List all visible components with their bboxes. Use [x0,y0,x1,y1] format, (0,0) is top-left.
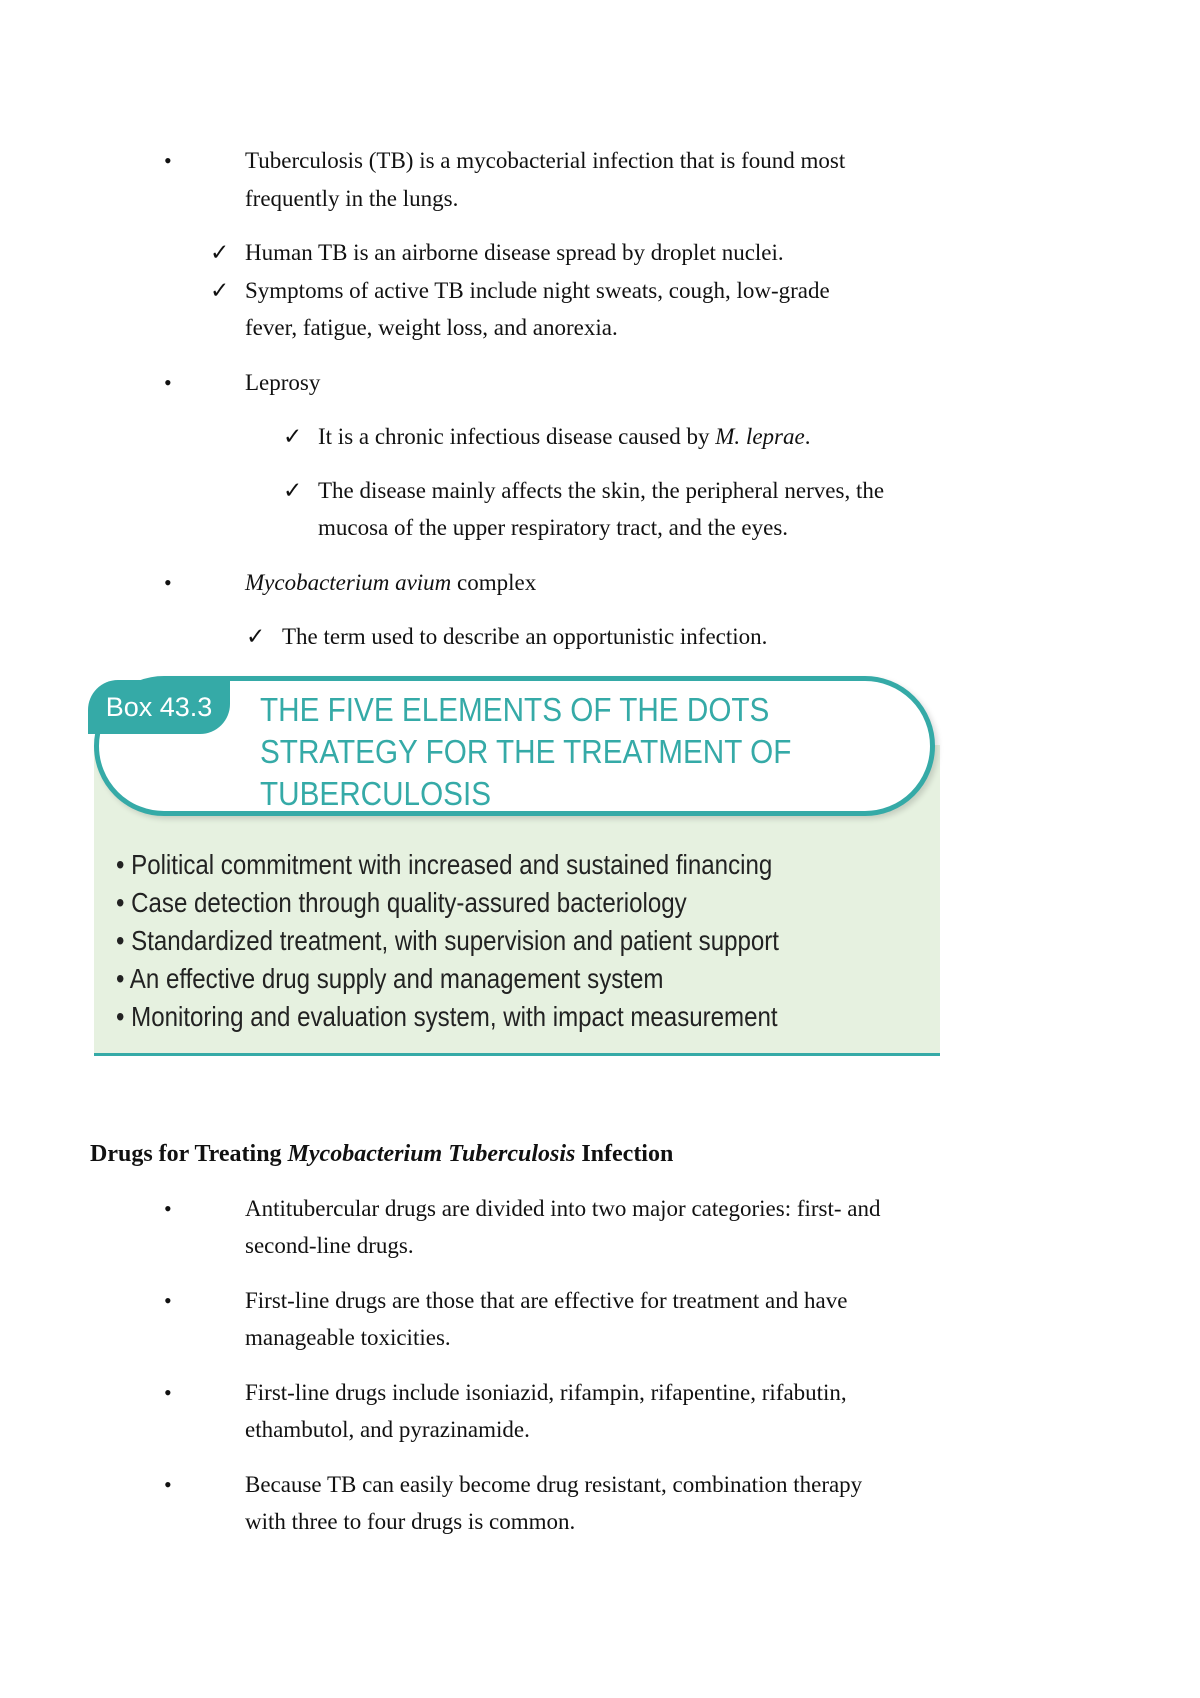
check-icon: ✓ [210,240,230,265]
drugs-section-heading: Drugs for Treating Mycobacterium Tuberculosis Infection [90,1141,674,1167]
check-icon: ✓ [210,278,230,303]
check-icon: ✓ [246,624,266,649]
box-item: • An effective drug supply and management system [116,963,664,994]
check-icon: ✓ [283,478,303,503]
bullet-marker: • [164,370,172,395]
box-title-line-1: THE FIVE ELEMENTS OF THE DOTS [260,691,770,728]
bullet-marker: • [164,1196,172,1221]
mac-heading: Mycobacterium avium complex [245,570,537,595]
tb-definition-line-1: Tuberculosis (TB) is a mycobacterial infection that is found most [245,148,846,173]
tb-symptoms-line-1: Symptoms of active TB include night sweats, cough, low-grade [245,278,830,303]
tb-definition-line-2: frequently in the lungs. [245,186,459,211]
box-item: • Monitoring and evaluation system, with impact measurement [116,1001,778,1032]
box-tag: Box 43.3 [88,680,230,734]
box-item: • Standardized treatment, with supervision and patient support [116,925,780,956]
drugs-bullet-2-line-2: manageable toxicities. [245,1325,451,1350]
box-item: • Case detection through quality-assured bacteriology [116,887,687,918]
drugs-bullet-1-line-2: second-line drugs. [245,1233,414,1258]
drugs-bullet-4-line-1: Because TB can easily become drug resistant, combination therapy [245,1472,863,1497]
tb-symptoms-line-2: fever, fatigue, weight loss, and anorexia. [245,315,618,340]
drugs-bullet-3-line-1: First-line drugs include isoniazid, rifampin, rifapentine, rifabutin, [245,1380,847,1405]
leprosy-cause-line: It is a chronic infectious disease caused by M. leprae. [318,424,811,449]
box-title-line-3: TUBERCULOSIS [260,775,492,812]
leprosy-heading: Leprosy [245,370,321,395]
leprosy-effects-line-1: The disease mainly affects the skin, the peripheral nerves, the [318,478,885,503]
drugs-bullet-1-line-1: Antitubercular drugs are divided into two major categories: first- and [245,1196,881,1221]
tb-airborne-line: Human TB is an airborne disease spread by droplet nuclei. [245,240,784,265]
box-item: • Political commitment with increased and sustained financing [116,849,773,880]
drugs-bullet-2-line-1: First-line drugs are those that are effective for treatment and have [245,1288,848,1313]
bullet-marker: • [164,1472,172,1497]
leprosy-effects-line-2: mucosa of the upper respiratory tract, and the eyes. [318,515,789,540]
check-icon: ✓ [283,424,303,449]
drugs-bullet-3-line-2: ethambutol, and pyrazinamide. [245,1417,530,1442]
bullet-marker: • [164,148,172,173]
drugs-bullet-4-line-2: with three to four drugs is common. [245,1509,576,1534]
bullet-marker: • [164,570,172,595]
bullet-marker: • [164,1288,172,1313]
mac-description-line: The term used to describe an opportunistic infection. [282,624,768,649]
bullet-marker: • [164,1380,172,1405]
box-title-line-2: STRATEGY FOR THE TREATMENT OF [260,733,792,770]
